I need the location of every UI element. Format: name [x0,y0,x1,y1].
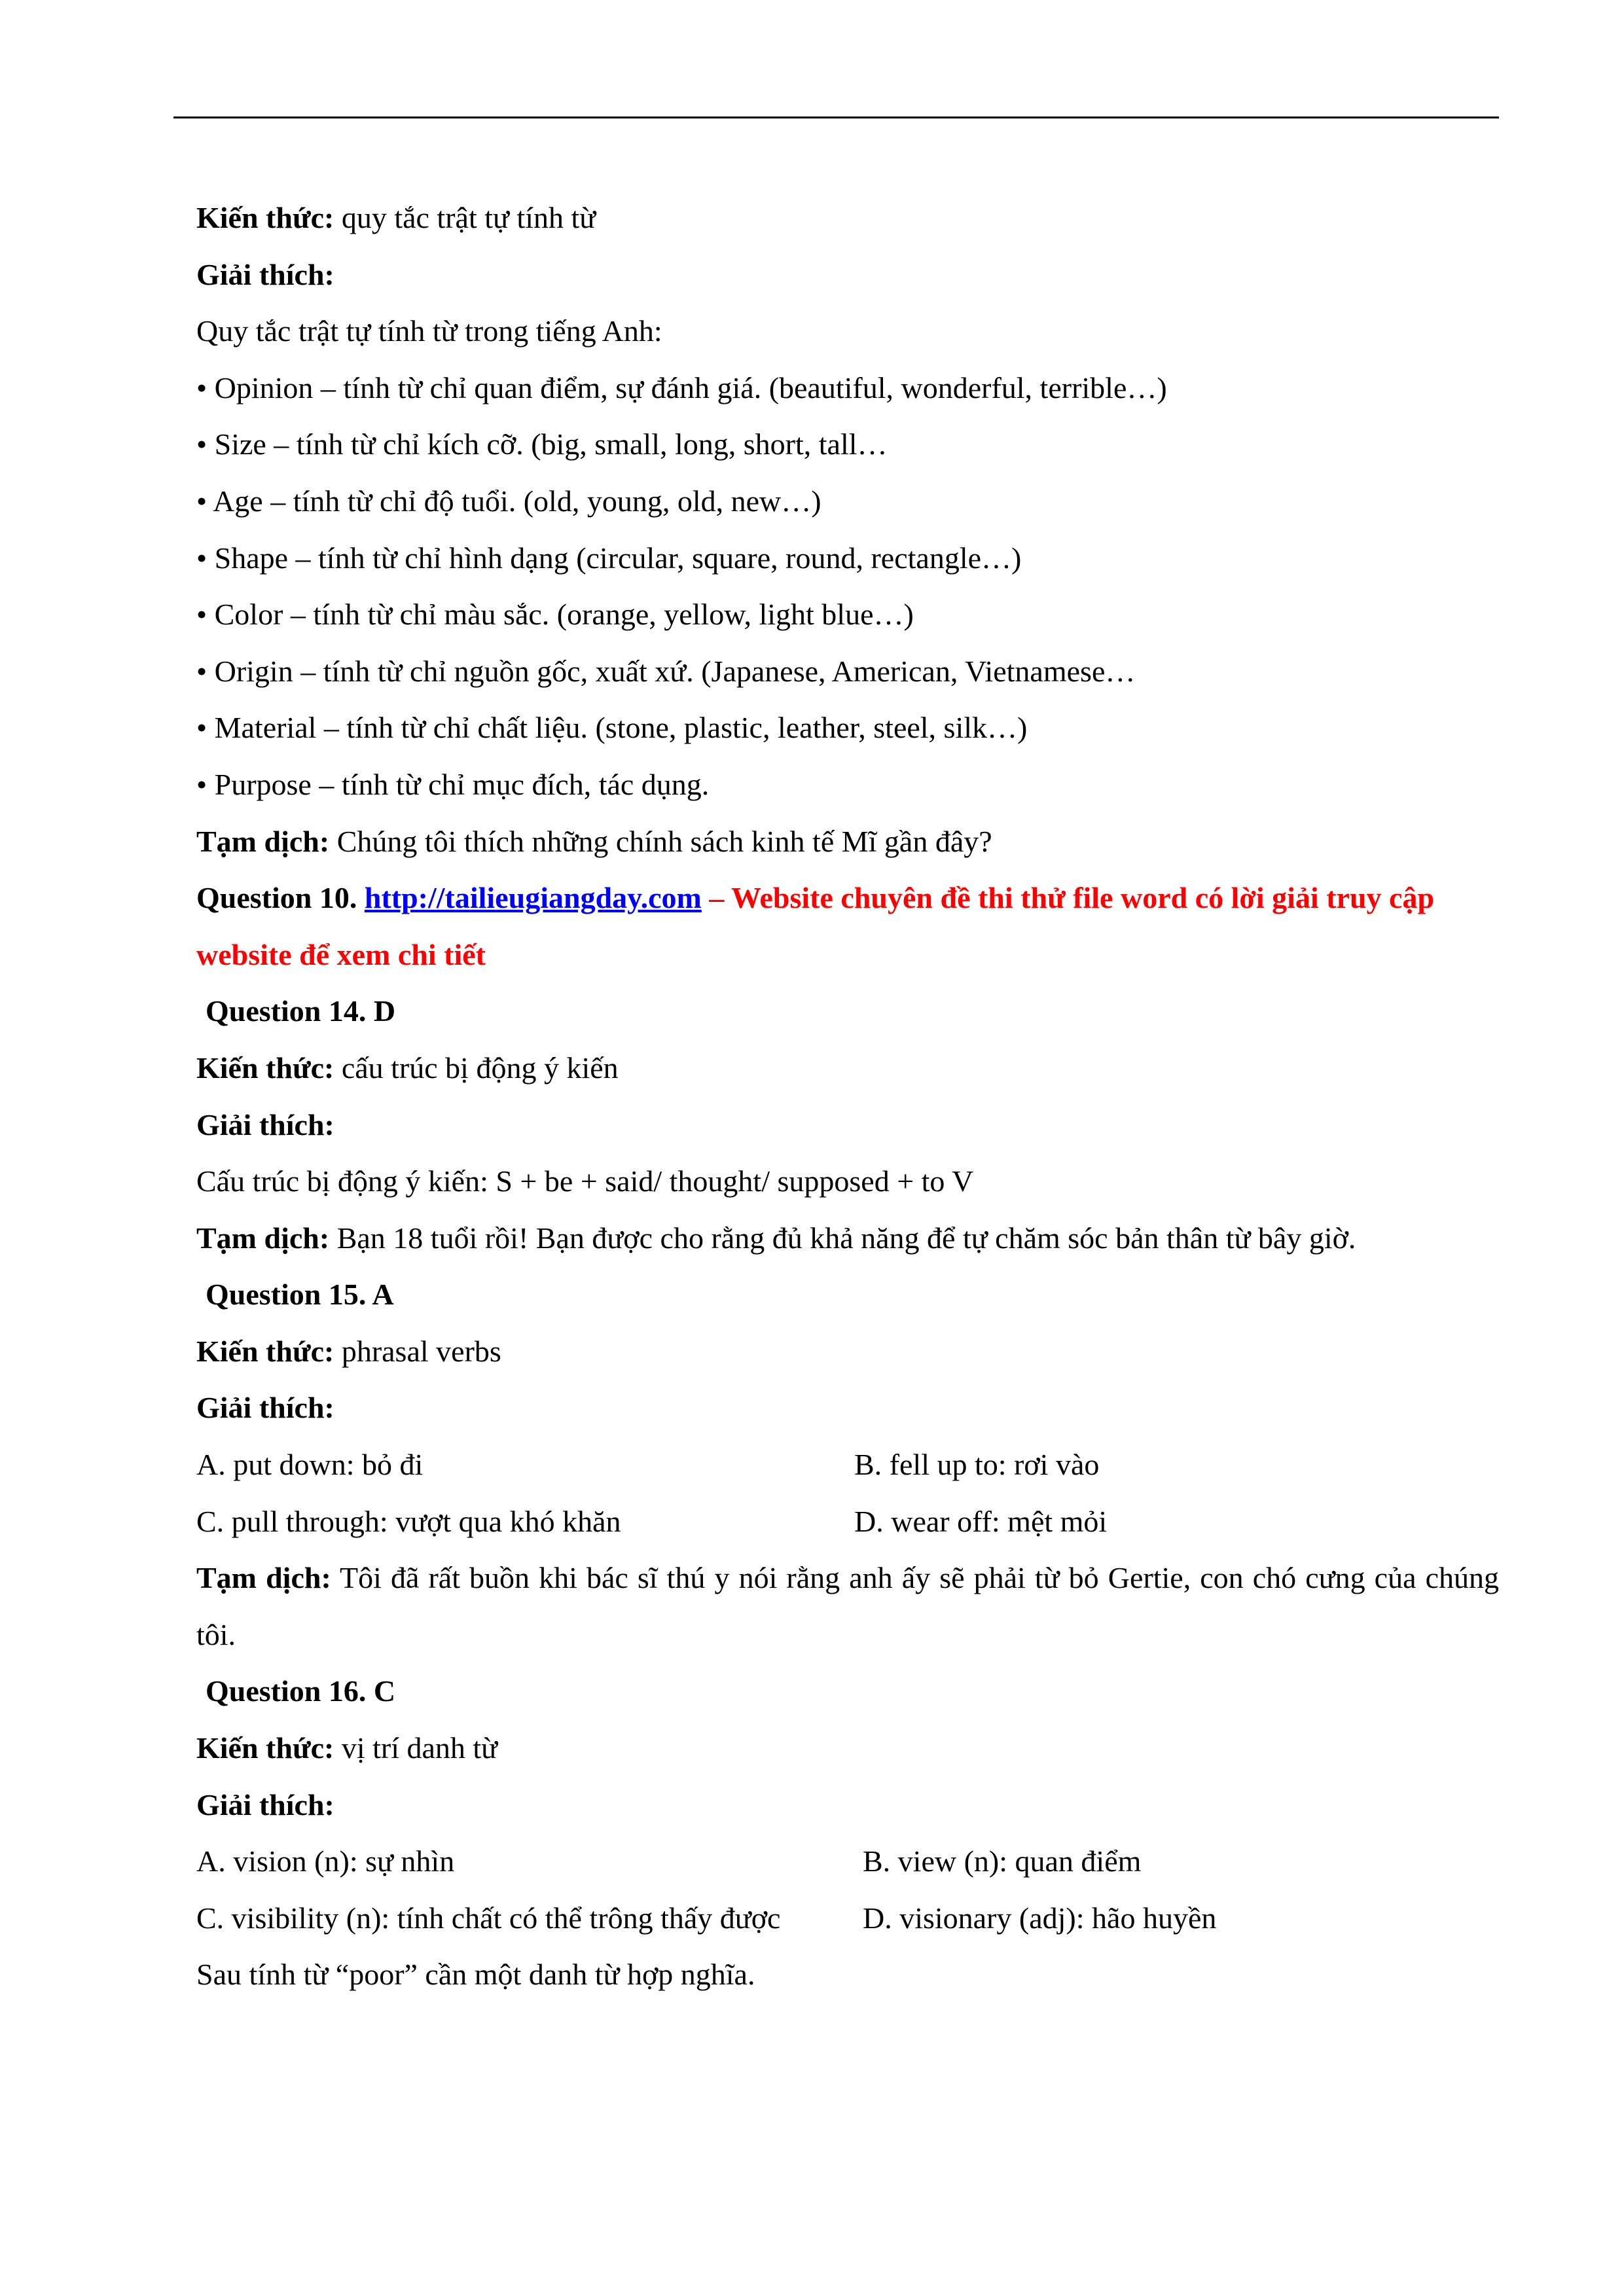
kienthuc-label: Kiến thức: [196,201,334,234]
q15-option-c: C. pull through: vượt qua khó khăn [196,1504,621,1538]
bullet-purpose: • Purpose – tính từ chỉ mục đích, tác dụng. [196,767,710,801]
question-16-title: Question 16. C [206,1674,396,1708]
q15-option-a: A. put down: bỏ đi [196,1448,424,1482]
adjective-order-intro: Quy tắc trật tự tính từ trong tiếng Anh: [196,314,662,348]
q16-note: Sau tính từ “poor” cần một danh từ hợp nghĩa. [196,1958,755,1992]
bullet-material: • Material – tính từ chỉ chất liệu. (stone, plastic, leather, steel, silk…) [196,711,1028,745]
bullet-size: • Size – tính từ chỉ kích cỡ. (big, small, long, short, tall… [196,427,888,461]
q16-option-b: B. view (n): quan điểm [863,1844,1142,1878]
q15-option-d: D. wear off: mệt mỏi [854,1504,1108,1538]
q16-option-c: C. visibility (n): tính chất có thể trông thấy được [196,1901,781,1935]
bullet-opinion: • Opinion – tính từ chỉ quan điểm, sự đánh giá. (beautiful, wonderful, terrible…) [196,370,1167,404]
q16-giaithich-label: Giải thích: [196,1787,334,1821]
tamdich-line [196,814,1499,870]
question-15-title: Question 15. A [206,1278,394,1312]
q14-tamdich-line: Tạm dịch: Bạn 18 tuổi rồi! Bạn được cho rằng đủ khả năng để tự chăm sóc bản thân từ bây giờ. [196,1221,1356,1255]
q15-option-b: B. fell up to: rơi vào [854,1448,1100,1482]
tamdich-text: Chúng tôi thích những chính sách kinh tế Mĩ gần đây? [329,824,992,858]
website-link[interactable]: http://tailieugiangday.com [364,881,702,915]
kienthuc-text: quy tắc trật tự tính từ [334,201,596,234]
q14-giaithich-label: Giải thích: [196,1107,334,1141]
q16-kienthuc-line: Kiến thức: vị trí danh từ [196,1731,498,1765]
q16-options [196,1833,1499,1946]
q14-kienthuc-line: Kiến thức: cấu trúc bị động ý kiến [196,1050,619,1085]
bullet-origin: • Origin – tính từ chỉ nguồn gốc, xuất xứ. (Japanese, American, Vietnamese… [196,654,1136,688]
bullet-color: • Color – tính từ chỉ màu sắc. (orange, yellow, light blue…) [196,598,914,632]
document-body [196,190,1499,2003]
bullet-age: • Age – tính từ chỉ độ tuổi. (old, young, old, new…) [196,484,821,518]
promo-text: – Website chuyên đề thi thử file word có lời giải truy cập website để xem chi tiết [196,881,1435,971]
bullet-shape: • Shape – tính từ chỉ hình dạng (circular, square, round, rectangle…) [196,541,1022,575]
q16-option-a: A. vision (n): sự nhìn [196,1844,455,1878]
q15-tamdich-line: Tạm dịch: Tôi đã rất buồn khi bác sĩ thú y nói rằng anh ấy sẽ phải từ bỏ Gertie, con chó cưng của chúng tôi. [196,1561,1500,1651]
q15-options [196,1437,1499,1550]
q15-giaithich-label: Giải thích: [196,1391,334,1425]
tamdich-label: Tạm dịch: [196,824,330,858]
promo-prefix: Question 10. [196,881,365,915]
kienthuc-line [196,190,1499,247]
q16-option-d: D. visionary (adj): hão huyền [863,1901,1217,1935]
giaithich-label: Giải thích: [196,257,334,291]
promo-paragraph [196,870,1499,983]
q15-kienthuc-line: Kiến thức: phrasal verbs [196,1334,501,1368]
q14-structure: Cấu trúc bị động ý kiến: S + be + said/ thought/ supposed + to V [196,1164,974,1198]
header-rule [173,117,1499,118]
question-14-title: Question 14. D [206,994,396,1028]
